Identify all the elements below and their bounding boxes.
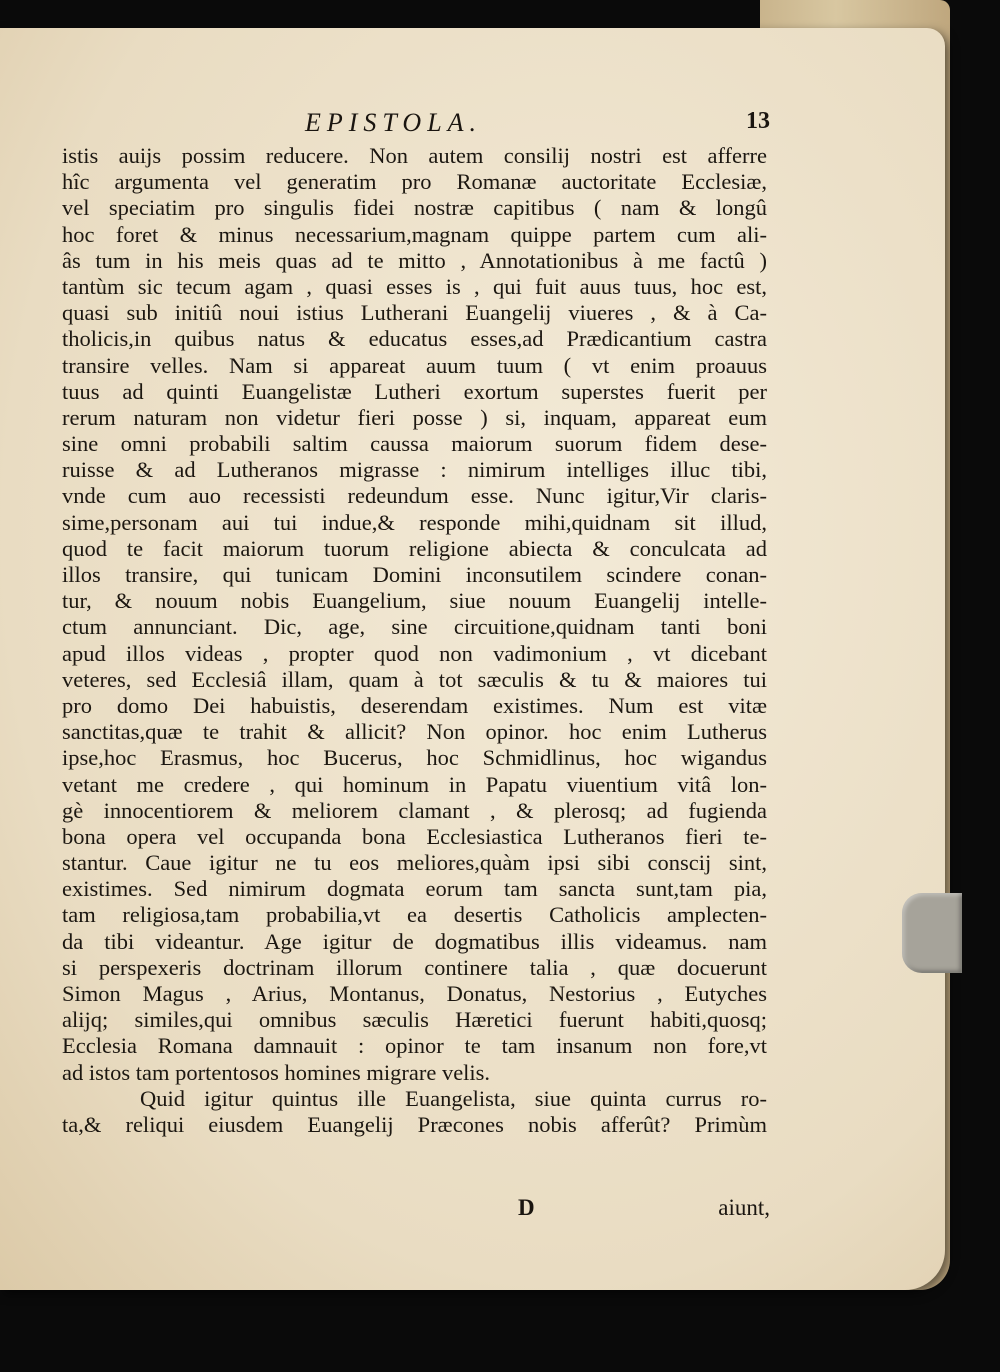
text-line: ctum annunciant. Dic, age, sine circuitione,quidnam tanti boni: [62, 614, 767, 640]
catchword: aiunt,: [718, 1195, 770, 1220]
text-line: ta,& reliqui eiusdem Euangelij Præcones nobis afferût? Primùm: [62, 1111, 767, 1137]
text-line: sine omni probabili saltim caussa maiorum suorum fidem dese-: [62, 431, 767, 457]
text-line: tur, & nouum nobis Euangelium, siue nouum Euangelij intelle-: [62, 588, 767, 614]
text-line: hîc argumenta vel generatim pro Romanæ auctoritate Ecclesiæ,: [62, 169, 767, 195]
text-line: Simon Magus , Arius, Montanus, Donatus, Nestorius , Eutyches: [62, 981, 767, 1006]
text-line: ad istos tam portentosos homines migrare velis.: [62, 1059, 491, 1085]
text-line: ipse,hoc Erasmus, hoc Bucerus, hoc Schmidlinus, hoc wigandus: [62, 745, 767, 771]
page-header: [60, 108, 770, 148]
text-line: sime,personam aui tui indue,& responde mihi,quidnam sit illud,: [62, 509, 767, 535]
text-line: quod te facit maiorum tuorum religione abiecta & conculcata ad: [62, 535, 767, 561]
book-clasp: [902, 893, 962, 973]
text-line: si perspexeris doctrinam illorum continere talia , quæ docuerunt: [62, 954, 767, 980]
text-line: quasi sub initiû noui istius Lutherani Euangelij viueres , & à Ca-: [62, 300, 767, 326]
text-line: transire velles. Nam si appareat auum tuum ( vt enim proauus: [62, 352, 767, 378]
text-line: tholicis,in quibus natus & educatus esses,ad Prædicantium castra: [62, 326, 767, 352]
text-line: veteres, sed Ecclesiâ illam, quam à tot sæculis & tu & maiores tui: [62, 666, 767, 692]
text-line: pro domo Dei habuistis, deserendam existimes. Num est vitæ: [62, 692, 767, 718]
signature-mark: D: [518, 1195, 535, 1220]
folio-number: 13: [746, 108, 770, 134]
text-line: Ecclesia Romana damnauit : opinor te tam insanum non fore,vt: [62, 1033, 767, 1059]
text-line: tam religiosa,tam probabilia,vt ea desertis Catholicis amplecten-: [62, 902, 767, 928]
text-line: âs tum in his meis quas ad te mitto , Annotationibus à me factû ): [62, 247, 767, 273]
text-line: stantur. Caue igitur ne tu eos meliores,quàm ipsi sibi conscij sint,: [62, 850, 767, 876]
text-line: vel speciatim pro singulis fidei nostræ capitibus ( nam & longû: [62, 195, 767, 221]
text-line: sanctitas,quæ te trahit & allicit? Non opinor. hoc enim Lutherus: [62, 719, 767, 745]
body-text: [62, 143, 767, 1138]
text-line: illos transire, qui tunicam Domini inconsutilem scindere conan-: [62, 562, 767, 587]
text-line: vnde cum auo recessisti redeundum esse. Nunc igitur,Vir claris-: [62, 483, 767, 509]
text-line: existimes. Sed nimirum dogmata eorum tam sancta sunt,tam pia,: [62, 876, 767, 902]
text-line: Quid igitur quintus ille Euangelista, siue quinta currus ro-: [140, 1085, 767, 1111]
text-line: alijq; similes,qui omnibus sæculis Hæretici fuerunt habiti,quosq;: [62, 1007, 767, 1033]
text-line: bona opera vel occupanda bona Ecclesiastica Lutheranos fieri te-: [62, 823, 767, 849]
text-line: rerum naturam non videtur fieri posse ) si, inquam, appareat eum: [62, 404, 767, 430]
text-line: ruisse & ad Lutheranos migrasse : nimirum intelliges illuc tibi,: [62, 457, 767, 483]
text-line: vetant me credere , qui hominum in Papatu viuentium vitâ lon-: [62, 771, 767, 797]
page-footer: [60, 1195, 770, 1223]
text-line: tantùm sic tecum agam , quasi esses is , qui fuit auus tuus, hoc est,: [62, 273, 767, 299]
text-line: tuus ad quinti Euangelistæ Lutheri exortum superstes fuerit per: [62, 378, 767, 404]
text-line: da tibi videantur. Age igitur de dogmatibus illis videamus. nam: [62, 928, 767, 954]
text-line: apud illos videas , propter quod non vadimonium , vt dicebant: [62, 640, 767, 666]
text-line: hoc foret & minus necessarium,magnam quippe partem cum ali-: [62, 221, 767, 247]
text-line: istis auijs possim reducere. Non autem consilij nostri est afferre: [62, 143, 767, 168]
running-head: EPISTOLA.: [305, 108, 483, 137]
text-line: gè innocentiorem & meliorem clamant , & plerosq; ad fugienda: [62, 797, 767, 823]
